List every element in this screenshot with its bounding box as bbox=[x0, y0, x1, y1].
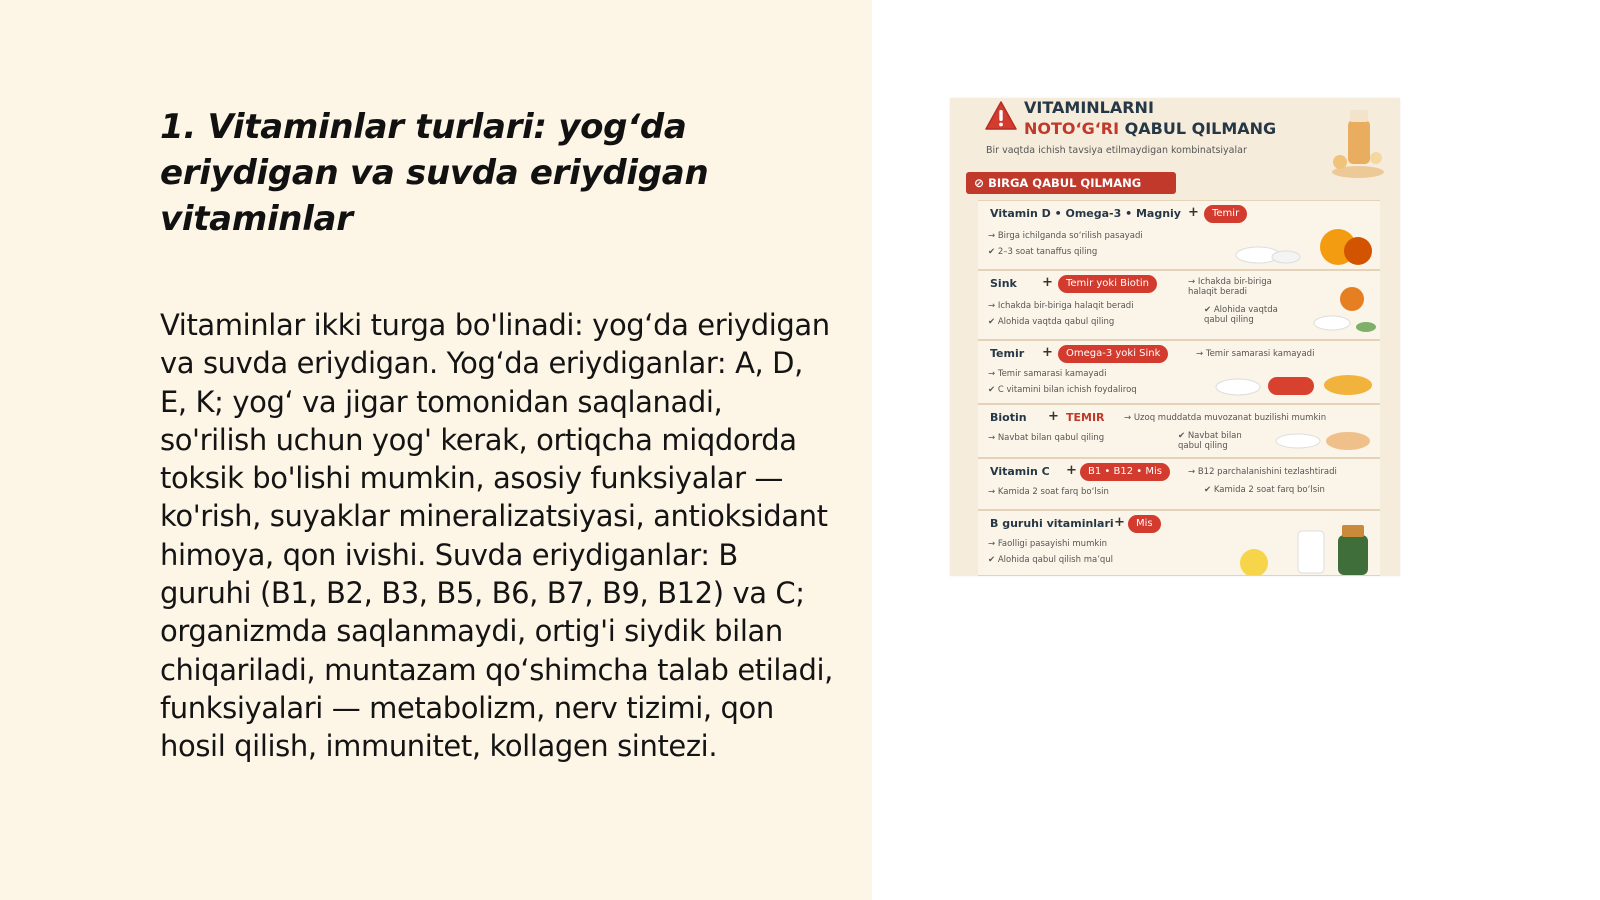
capsule-icon bbox=[1208, 367, 1378, 401]
row-name: Vitamin C bbox=[990, 465, 1050, 478]
tablet-icon bbox=[1308, 279, 1380, 337]
combo-row bbox=[978, 340, 1380, 404]
row-side-note: ✔ Navbat bilan qabul qiling bbox=[1178, 431, 1242, 451]
tablet-icon bbox=[1268, 427, 1378, 455]
row-pill: Mis bbox=[1128, 515, 1161, 533]
ban-icon: ⊘ bbox=[974, 176, 985, 190]
slide-body-text: Vitaminlar ikki turga bo'linadi: yog‘da eriydigan va suvda eriydigan. Yog‘da eriydiganlar: A, D, E, K; yog‘ va jigar tomonidan saqlanadi, so'rilish uchun yog' kerak, ortiqcha miqdorda toksik bo'lishi mumkin, asosiy funksiyalar — ko'rish, suyaklar mineralizatsiyasi, antioksidant himoya, qon ivishi. Suvda eriydiganlar: B guruhi (B1, B2, B3, B5, B6, B7, B9, B12) va C; organizmda saqlanmaydi, ortig'i siydik bilan chiqariladi, muntazam qo‘shimcha talab etiladi, funksiyalari — metabolizm, nerv tizimi, qon hosil qilish, immunitet, kollagen sintezi. bbox=[160, 308, 833, 764]
slide-title: 1. Vitaminlar turlari: yog‘da eriydigan va suvda eriydigan vitaminlar bbox=[160, 107, 709, 239]
row-side-note: → B12 parchalanishini tezlashtiradi bbox=[1188, 467, 1337, 477]
plus-icon: + bbox=[1042, 345, 1053, 360]
row-name: B guruhi vitaminlari bbox=[990, 517, 1114, 530]
row-name: Sink bbox=[990, 277, 1017, 290]
pill-bottle-icon bbox=[1328, 102, 1388, 180]
row-note: ✔ Alohida vaqtda qabul qiling bbox=[988, 317, 1115, 327]
row-pill: B1 • B12 • Mis bbox=[1080, 463, 1170, 481]
combo-row bbox=[978, 404, 1380, 458]
row-pill: Temir bbox=[1204, 205, 1247, 223]
infographic-header bbox=[950, 98, 1400, 168]
row-name: Biotin bbox=[990, 411, 1027, 424]
plus-icon: + bbox=[1188, 205, 1199, 220]
plus-icon: + bbox=[1114, 515, 1125, 530]
row-side-note: → Uzoq muddatda muvozanat buzilishi mumkin bbox=[1124, 413, 1327, 423]
infographic-image bbox=[950, 98, 1400, 576]
infographic-title-red: NOTO‘G‘RI bbox=[1024, 119, 1120, 138]
row-note: → Ichakda bir-biriga halaqit beradi bbox=[988, 301, 1134, 311]
warning-icon bbox=[984, 100, 1018, 132]
row-name: Vitamin D • Omega-3 • Magniy bbox=[990, 207, 1181, 220]
row-note: → Birga ichilganda so‘rilish pasayadi bbox=[988, 231, 1143, 241]
row-side-note: ✔ Alohida vaqtda qabul qiling bbox=[1204, 305, 1278, 325]
row-pill: Temir yoki Biotin bbox=[1058, 275, 1157, 293]
row-note: ✔ C vitamini bilan ichish foydaliroq bbox=[988, 385, 1137, 395]
row-note: → Kamida 2 soat farq bo‘lsin bbox=[988, 487, 1109, 497]
plus-icon: + bbox=[1042, 275, 1053, 290]
row-side-note: ✔ Kamida 2 soat farq bo‘lsin bbox=[1204, 485, 1325, 495]
plus-icon: + bbox=[1048, 409, 1059, 424]
infographic-title-rest: QABUL QILMANG bbox=[1119, 119, 1277, 138]
combo-row bbox=[978, 200, 1380, 270]
infographic-title-line2 bbox=[1024, 119, 1276, 138]
ban-banner bbox=[966, 172, 1176, 194]
plus-icon: + bbox=[1066, 463, 1077, 478]
orange-slice-icon bbox=[1218, 221, 1378, 267]
row-note: → Navbat bilan qabul qiling bbox=[988, 433, 1105, 443]
infographic-subtitle: Bir vaqtda ichish tavsiya etilmaydigan kombinatsiyalar bbox=[986, 145, 1247, 156]
combo-row bbox=[978, 458, 1380, 510]
pill-bottle-icon bbox=[1228, 517, 1378, 575]
ban-banner-label: BIRGA QABUL QILMANG bbox=[988, 176, 1142, 190]
combo-row bbox=[978, 510, 1380, 576]
row-note: ✔ Alohida qabul qilish ma’qul bbox=[988, 555, 1114, 565]
row-note: → Temir samarasi kamayadi bbox=[988, 369, 1107, 379]
combo-row bbox=[978, 270, 1380, 340]
row-name: Temir bbox=[990, 347, 1025, 360]
row-pill: Omega-3 yoki Sink bbox=[1058, 345, 1168, 363]
row-note: → Faolligi pasayishi mumkin bbox=[988, 539, 1108, 549]
row-note: ✔ 2–3 soat tanaffus qiling bbox=[988, 247, 1098, 257]
row-side-note: → Temir samarasi kamayadi bbox=[1196, 349, 1315, 359]
row-red-label: TEMIR bbox=[1066, 411, 1105, 424]
infographic-title-line1: VITAMINLARNI bbox=[1024, 98, 1154, 117]
row-side-note: → Ichakda bir-biriga halaqit beradi bbox=[1188, 277, 1272, 297]
